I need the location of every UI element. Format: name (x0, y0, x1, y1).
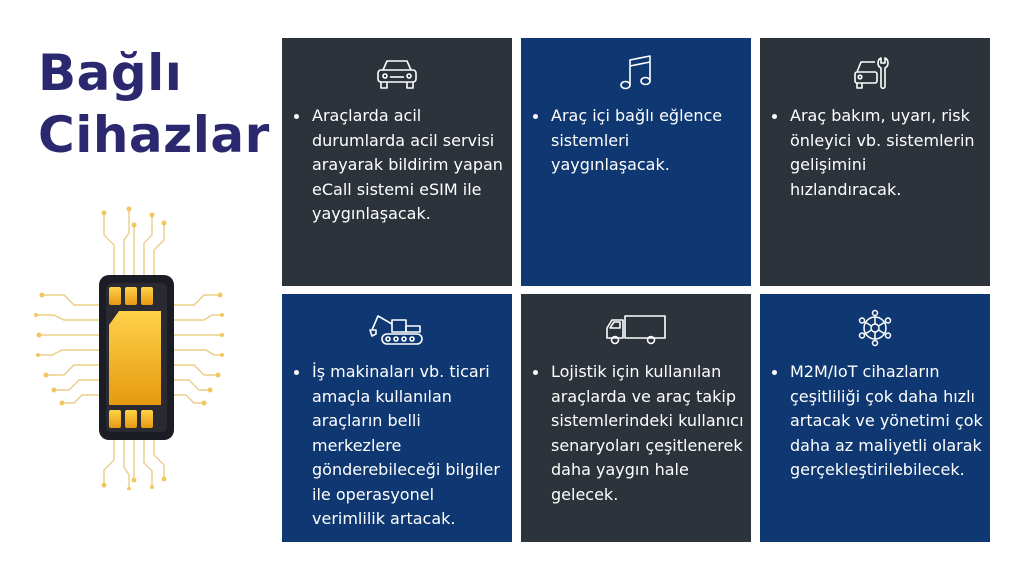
iot-network-icon (855, 308, 895, 348)
tile-ecall (282, 38, 512, 286)
title-line-2: Cihazlar (38, 106, 270, 164)
car-wrench-icon (853, 54, 897, 92)
tile-entertainment (521, 38, 751, 286)
tile-maintenance (760, 38, 990, 286)
tile-text: Araç bakım, uyarı, risk önleyici vb. sistemlerin gelişimini hızlandıracak. (768, 104, 982, 202)
sim-chip-icon (34, 205, 224, 490)
page-title (38, 42, 270, 166)
excavator-icon (368, 310, 426, 348)
tile-text: M2M/IoT cihazların çeşitliliği çok daha hızlı artacak ve yönetimi çok daha az maliyetli olarak gerçekleştirilebilecek. (768, 360, 986, 483)
tile-text: İş makinaları vb. ticari amaçla kullanılan araçların belli merkezlere gönderebileceği bilgiler ile operasyonel verimlilik artacak. (290, 360, 510, 532)
tile-logistics (521, 294, 751, 542)
tile-iot (760, 294, 990, 542)
tile-text: Araç içi bağlı eğlence sistemleri yaygınlaşacak. (529, 104, 743, 178)
tile-construction (282, 294, 512, 542)
tile-text: Lojistik için kullanılan araçlarda ve araç takip sistemlerindeki kullanıcı senaryoları çeşitlenerek daha yaygın hale gelecek. (529, 360, 747, 507)
car-icon (375, 56, 419, 92)
tile-text: Araçlarda acil durumlarda acil servisi arayarak bildirim yapan eCall sistemi eSIM ile yaygınlaşacak. (290, 104, 504, 227)
music-note-icon (616, 54, 656, 94)
truck-icon (605, 314, 667, 346)
title-line-1: Bağlı (38, 44, 183, 102)
